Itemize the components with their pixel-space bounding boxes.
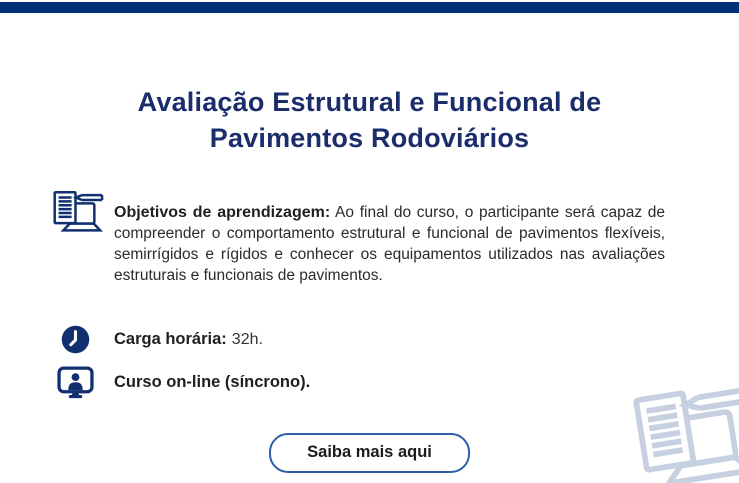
workload-label: Carga horária:: [114, 330, 227, 348]
online-monitor-person-icon: [46, 366, 104, 399]
course-mode-text: [114, 373, 310, 392]
learn-more-button[interactable]: Saiba mais aqui: [269, 433, 470, 473]
objectives-paragraph: [114, 202, 665, 286]
course-mode-label: Curso on-line (síncrono).: [114, 373, 311, 391]
workload-text: [114, 330, 263, 349]
page-title-line1: Avaliação Estrutural e Funcional de: [137, 87, 602, 117]
page-title: [40, 84, 699, 156]
top-accent-bar: [0, 2, 739, 13]
objectives-section: [46, 186, 665, 301]
document-pencil-laptop-icon: [46, 188, 104, 301]
page-title-line2: Pavimentos Rodoviários: [209, 123, 530, 153]
workload-row: [46, 325, 739, 354]
clock-icon: [46, 325, 104, 354]
objectives-label: Objetivos de aprendizagem:: [114, 203, 331, 221]
workload-value: 32h.: [231, 331, 263, 348]
objectives-text: Ao final do curso, o participante será capaz de compreender o comportamento estrutural e funcional de pavimentos flexíveis, semirrígidos e rígidos e conhecer os equipamentos utilizados nas avaliações estruturais e funcionais de pavimentos.: [114, 203, 666, 284]
